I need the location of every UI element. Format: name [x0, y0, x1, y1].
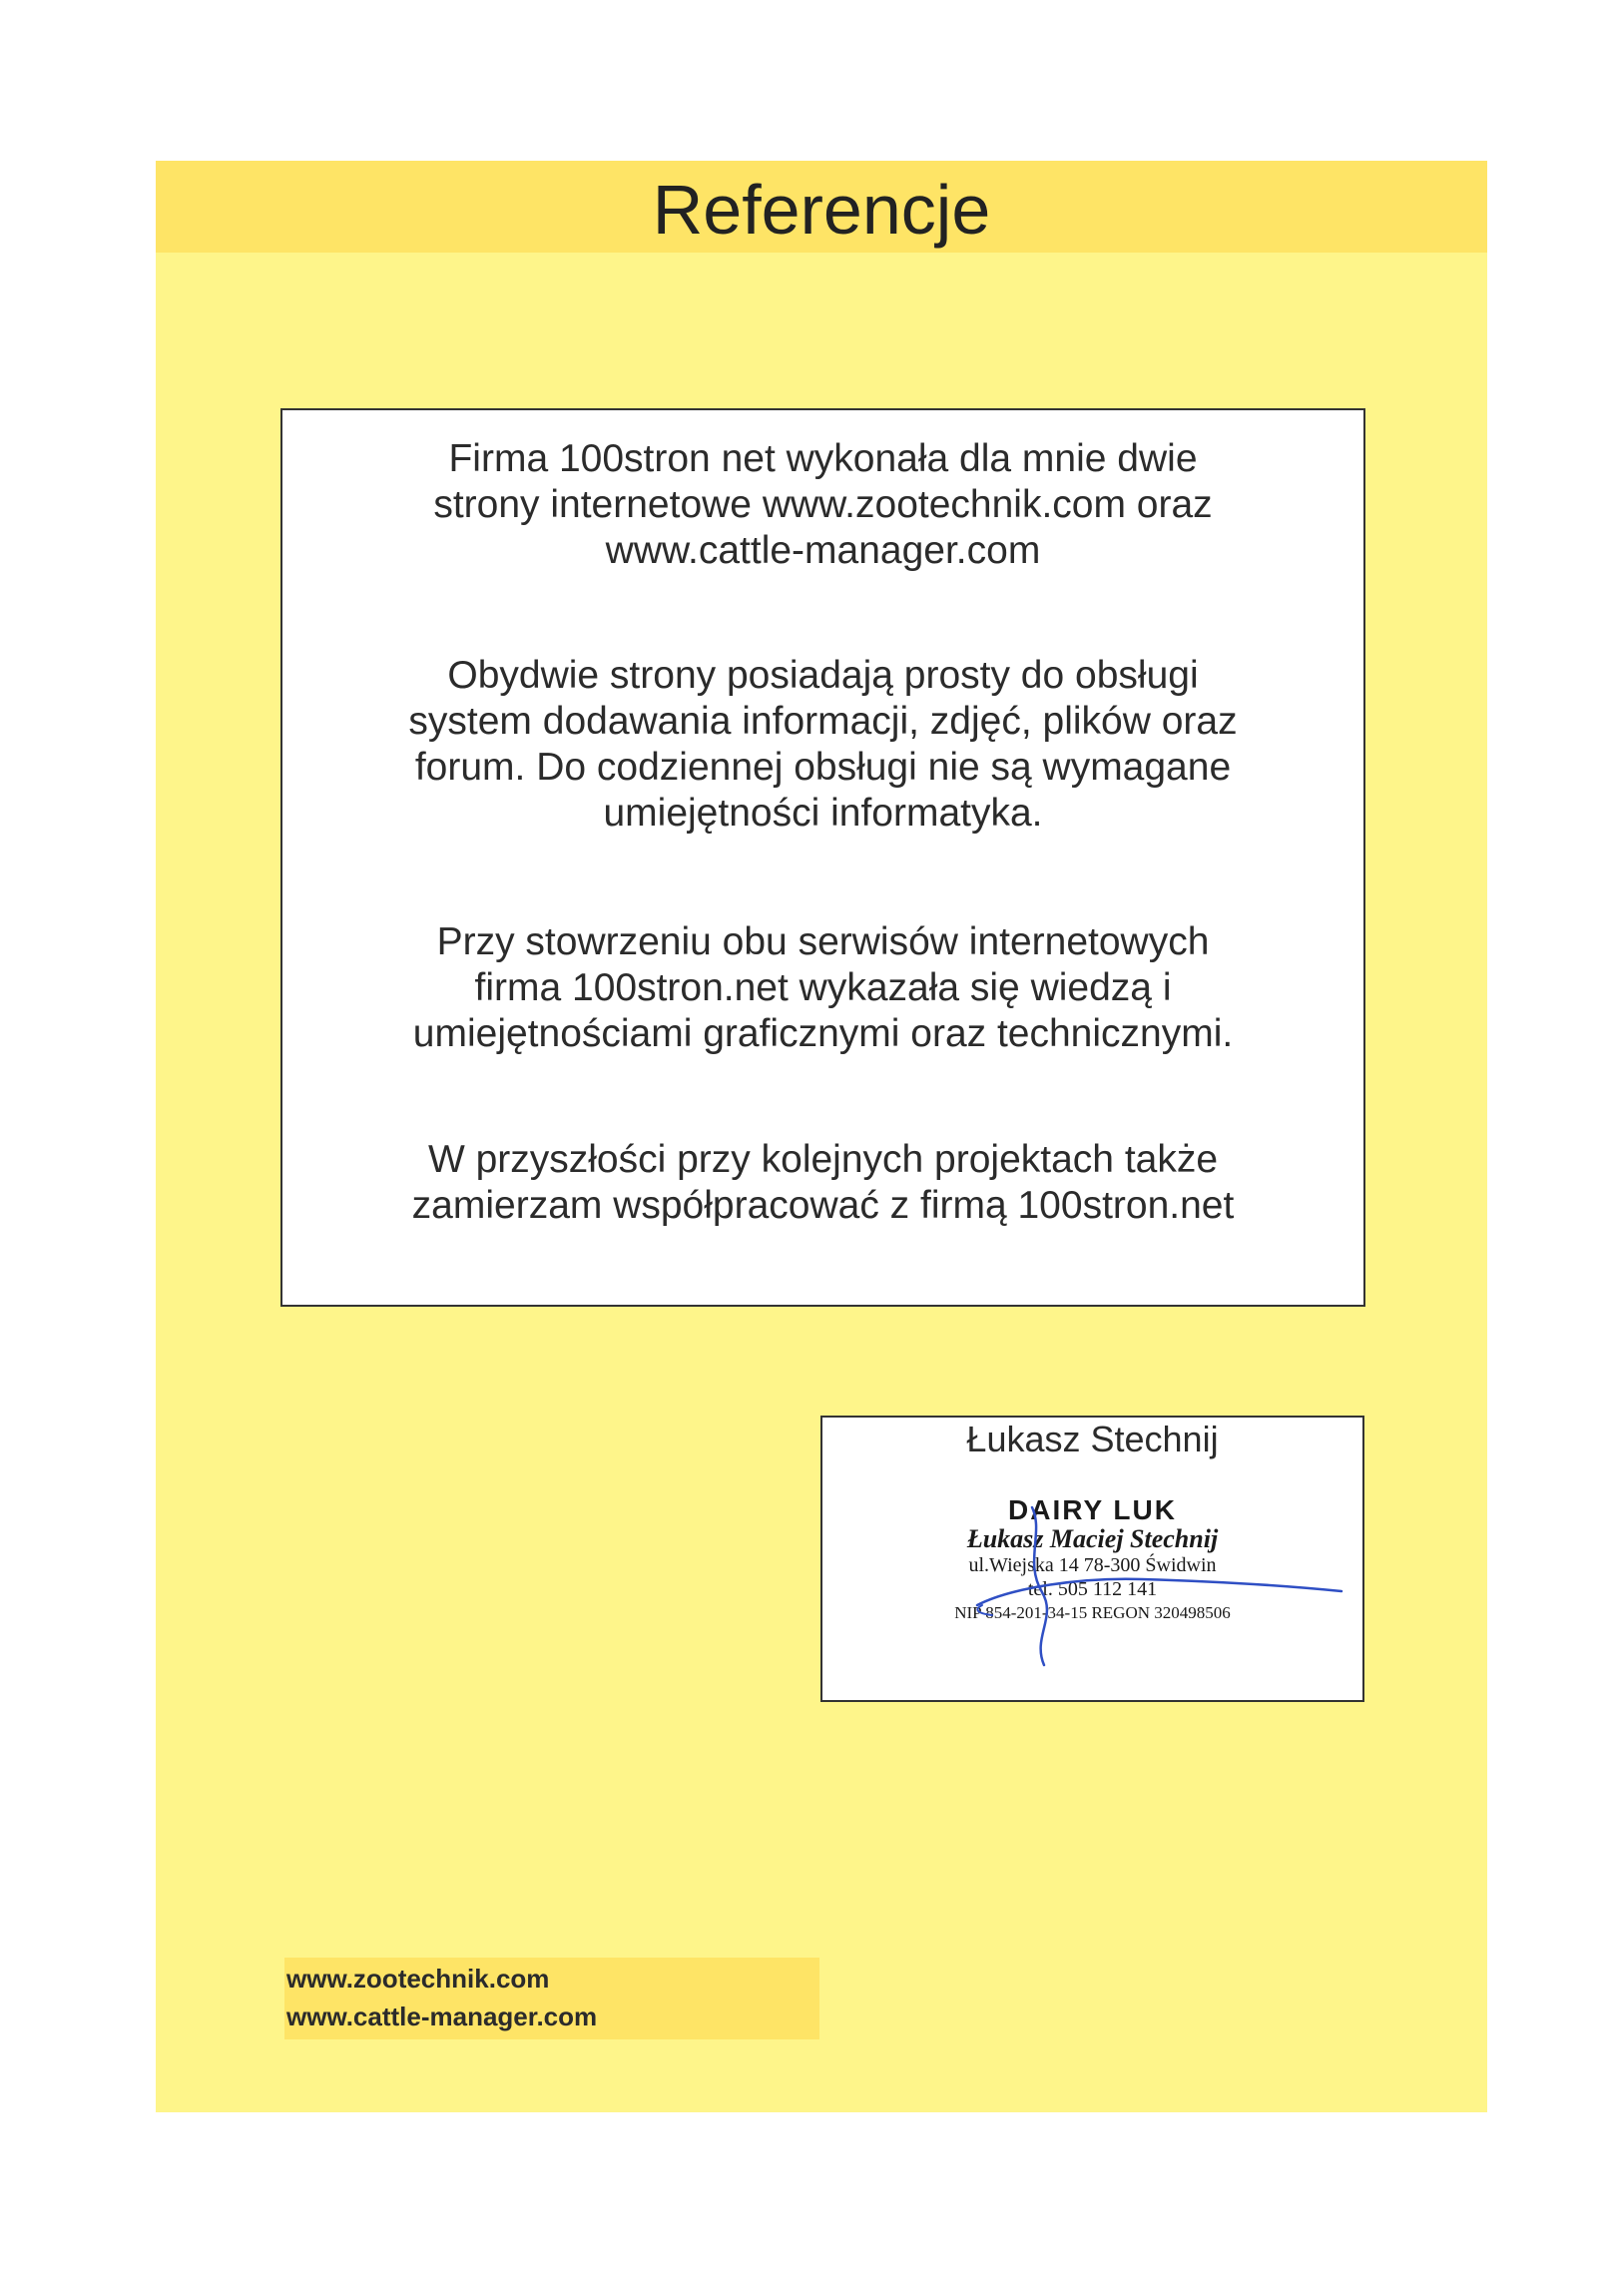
reference-paragraph-2	[282, 653, 1363, 837]
reference-paragraph-3	[282, 919, 1363, 1057]
reference-line: W przyszłości przy kolejnych projektach także	[427, 1138, 1219, 1181]
reference-line: Obydwie strony posiadają prosty do obsługi	[447, 654, 1199, 697]
reference-line: forum. Do codziennej obsługi nie są wymagane	[414, 746, 1232, 789]
title-band	[156, 161, 1487, 253]
stamp-ids: NIP 854-201-34-15 REGON 320498506	[954, 1603, 1231, 1622]
reference-line: strony internetowe www.zootechnik.com oraz	[433, 483, 1213, 526]
reference-line: zamierzam współpracować z firmą 100stron.net	[411, 1184, 1235, 1227]
reference-line: Firma 100stron net wykonała dla mnie dwie	[448, 437, 1198, 480]
stamp-phone: tel. 505 112 141	[1027, 1578, 1158, 1600]
reference-line: Przy stowrzeniu obu serwisów internetowych	[436, 920, 1210, 963]
footer-link-zootechnik[interactable]: www.zootechnik.com	[286, 1964, 550, 1994]
stamp-company: DAIRY LUK	[1008, 1494, 1177, 1525]
reference-line: firma 100stron.net wykazała się wiedzą i	[474, 966, 1172, 1009]
reference-text-box	[280, 408, 1365, 1307]
footer-link-cattle-manager[interactable]: www.cattle-manager.com	[286, 2002, 598, 2031]
reference-line: umiejętnościami graficznymi oraz technicznymi.	[412, 1012, 1234, 1055]
reference-paragraph-1	[282, 436, 1363, 574]
signature-box	[820, 1416, 1364, 1702]
reference-line: umiejętności informatyka.	[603, 792, 1043, 835]
stamp-address: ul.Wiejska 14 78-300 Świdwin	[968, 1554, 1217, 1576]
signer-name: Łukasz Stechnij	[966, 1419, 1219, 1459]
reference-sheet	[156, 161, 1487, 2112]
reference-paragraph-4	[282, 1137, 1363, 1229]
reference-line: www.cattle-manager.com	[605, 529, 1041, 572]
handwritten-signature	[882, 1507, 1361, 1667]
reference-line: system dodawania informacji, zdjęć, plików oraz	[408, 700, 1238, 743]
page-title: Referencje	[652, 171, 991, 249]
stamp-owner: Łukasz Maciej Stechnij	[966, 1524, 1219, 1553]
